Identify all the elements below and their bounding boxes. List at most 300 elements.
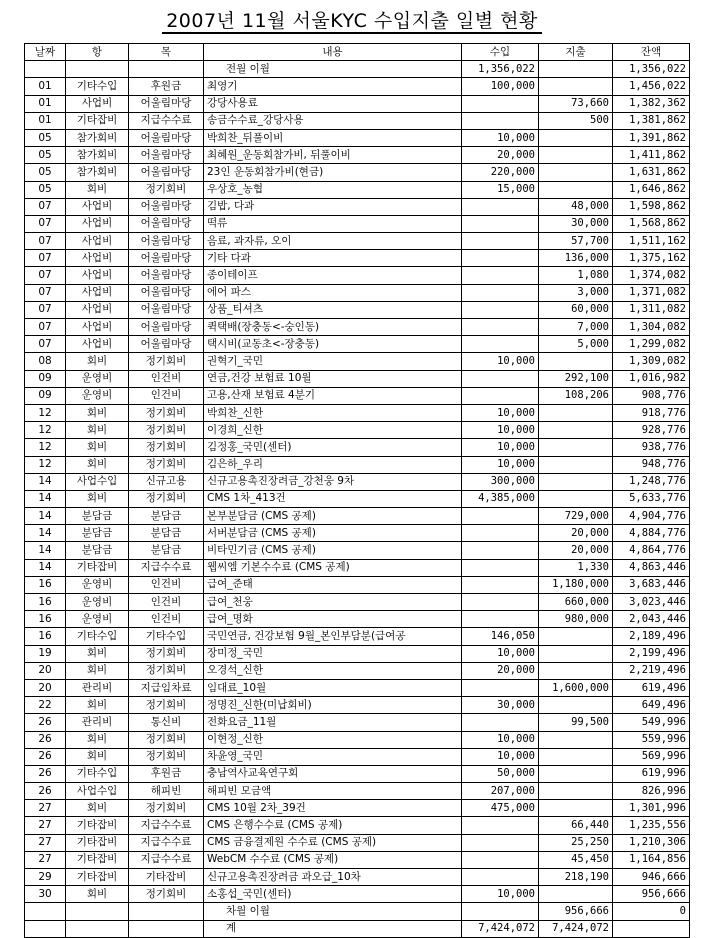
header-date: 날짜 — [25, 44, 66, 61]
cell-item: 어울림마당 — [129, 215, 204, 232]
cell-description: 퀵택배(장충동<-숭인동) — [204, 319, 462, 336]
table-row — [25, 679, 690, 696]
cell-income: 10,000 — [462, 353, 539, 370]
cell-balance: 938,776 — [613, 439, 690, 456]
table-row — [25, 542, 690, 559]
cell-income — [462, 508, 539, 525]
cell-expense — [539, 731, 613, 748]
cell-income — [462, 215, 539, 232]
cell-income: 10,000 — [462, 456, 539, 473]
cell-balance: 0 — [613, 903, 690, 920]
cell-date: 07 — [25, 284, 66, 301]
cell-expense — [539, 78, 613, 95]
cell-expense: 48,000 — [539, 198, 613, 215]
cell-income — [462, 851, 539, 868]
cell-income: 100,000 — [462, 78, 539, 95]
cell-date: 22 — [25, 697, 66, 714]
cell-item: 지급수수료 — [129, 817, 204, 834]
cell-balance: 559,996 — [613, 731, 690, 748]
cell-balance: 5,633,776 — [613, 490, 690, 507]
cell-balance: 1,374,082 — [613, 267, 690, 284]
table-row — [25, 267, 690, 284]
cell-date: 16 — [25, 628, 66, 645]
cell-description: 해피빈 모금액 — [204, 783, 462, 800]
cell-expense — [539, 439, 613, 456]
table-row — [25, 164, 690, 181]
cell-balance: 946,666 — [613, 869, 690, 886]
cell-date: 26 — [25, 748, 66, 765]
cell-expense — [539, 645, 613, 662]
cell-category: 운영비 — [66, 387, 129, 404]
cell-income: 30,000 — [462, 697, 539, 714]
table-row — [25, 147, 690, 164]
cell-balance: 1,235,556 — [613, 817, 690, 834]
cell-item: 정기회비 — [129, 456, 204, 473]
cell-item: 어울림마당 — [129, 284, 204, 301]
cell-date: 30 — [25, 886, 66, 903]
cell-category: 사업비 — [66, 233, 129, 250]
cell-item: 정기회비 — [129, 748, 204, 765]
table-row — [25, 78, 690, 95]
table-row — [25, 404, 690, 421]
cell-category: 기타잡비 — [66, 112, 129, 129]
cell-date — [25, 920, 66, 937]
cell-income — [462, 301, 539, 318]
cell-category: 기타수입 — [66, 78, 129, 95]
cell-item: 지급수수료 — [129, 834, 204, 851]
cell-date: 26 — [25, 731, 66, 748]
cell-description: 김정홍_국민(센터) — [204, 439, 462, 456]
cell-expense: 3,000 — [539, 284, 613, 301]
cell-expense — [539, 662, 613, 679]
cell-balance: 956,666 — [613, 886, 690, 903]
cell-item: 지급수수료 — [129, 112, 204, 129]
cell-item: 신규고용 — [129, 473, 204, 490]
table-row — [25, 869, 690, 886]
cell-date: 12 — [25, 404, 66, 421]
cell-expense: 66,440 — [539, 817, 613, 834]
table-row — [25, 387, 690, 404]
table-row — [25, 284, 690, 301]
cell-date: 27 — [25, 817, 66, 834]
cell-expense: 136,000 — [539, 250, 613, 267]
cell-expense: 60,000 — [539, 301, 613, 318]
cell-balance: 1,511,162 — [613, 233, 690, 250]
cell-income — [462, 112, 539, 129]
cell-category: 기타잡비 — [66, 559, 129, 576]
cell-income: 10,000 — [462, 645, 539, 662]
cell-description: 계 — [204, 920, 462, 937]
cell-expense — [539, 61, 613, 78]
cell-date: 09 — [25, 387, 66, 404]
cell-description: 차윤영_국민 — [204, 748, 462, 765]
cell-description: 송금수수료_강당사용 — [204, 112, 462, 129]
cell-income — [462, 679, 539, 696]
table-row — [25, 697, 690, 714]
cell-expense — [539, 886, 613, 903]
table-row — [25, 319, 690, 336]
cell-income — [462, 594, 539, 611]
cell-item: 정기회비 — [129, 886, 204, 903]
cell-item: 어울림마당 — [129, 267, 204, 284]
cell-date: 07 — [25, 198, 66, 215]
cell-income — [462, 611, 539, 628]
cell-balance: 3,023,446 — [613, 594, 690, 611]
cell-balance: 1,311,082 — [613, 301, 690, 318]
cell-income: 20,000 — [462, 147, 539, 164]
cell-expense: 1,600,000 — [539, 679, 613, 696]
cell-balance: 549,996 — [613, 714, 690, 731]
cell-category: 기타잡비 — [66, 817, 129, 834]
cell-date: 05 — [25, 181, 66, 198]
cell-income — [462, 336, 539, 353]
header-balance: 잔액 — [613, 44, 690, 61]
cell-item: 어울림마당 — [129, 319, 204, 336]
cell-description: 소홍섭_국민(센터) — [204, 886, 462, 903]
cell-balance: 1,301,996 — [613, 800, 690, 817]
cell-category: 회비 — [66, 800, 129, 817]
cell-item: 인건비 — [129, 576, 204, 593]
cell-category: 관리비 — [66, 679, 129, 696]
cell-expense — [539, 353, 613, 370]
cell-date: 27 — [25, 834, 66, 851]
cell-date: 14 — [25, 508, 66, 525]
cell-income: 220,000 — [462, 164, 539, 181]
cell-item: 정기회비 — [129, 404, 204, 421]
cell-description: 고용,산재 보험료 4분기 — [204, 387, 462, 404]
cell-item: 어울림마당 — [129, 233, 204, 250]
cell-item: 정기회비 — [129, 662, 204, 679]
cell-income: 10,000 — [462, 404, 539, 421]
cell-income: 20,000 — [462, 662, 539, 679]
cell-income — [462, 387, 539, 404]
cell-item: 어울림마당 — [129, 95, 204, 112]
cell-income — [462, 576, 539, 593]
cell-date: 12 — [25, 422, 66, 439]
cell-balance: 826,996 — [613, 783, 690, 800]
cell-income — [462, 834, 539, 851]
cell-income: 207,000 — [462, 783, 539, 800]
table-row — [25, 886, 690, 903]
cell-balance: 4,863,446 — [613, 559, 690, 576]
cell-item: 인건비 — [129, 387, 204, 404]
cell-item: 지급수수료 — [129, 851, 204, 868]
cell-balance: 649,496 — [613, 697, 690, 714]
cell-category: 회비 — [66, 422, 129, 439]
cell-date: 14 — [25, 490, 66, 507]
cell-date: 27 — [25, 851, 66, 868]
table-row — [25, 422, 690, 439]
cell-item: 어울림마당 — [129, 198, 204, 215]
cell-category: 회비 — [66, 181, 129, 198]
cell-balance: 1,164,856 — [613, 851, 690, 868]
cell-balance: 4,884,776 — [613, 525, 690, 542]
cell-expense — [539, 490, 613, 507]
table-row — [25, 714, 690, 731]
cell-description: 떡류 — [204, 215, 462, 232]
table-row — [25, 783, 690, 800]
table-row — [25, 817, 690, 834]
cell-date: 07 — [25, 250, 66, 267]
cell-item: 후원금 — [129, 78, 204, 95]
cell-item — [129, 920, 204, 937]
header-expense: 지출 — [539, 44, 613, 61]
cell-category: 사업비 — [66, 250, 129, 267]
cell-date: 01 — [25, 78, 66, 95]
cell-description: 종이테이프 — [204, 267, 462, 284]
cell-category: 참가회비 — [66, 129, 129, 146]
cell-balance: 1,456,022 — [613, 78, 690, 95]
cell-description: 신규고용촉진장려금_강천웅 9차 — [204, 473, 462, 490]
cell-category: 회비 — [66, 404, 129, 421]
cell-description: 임대료_10월 — [204, 679, 462, 696]
cell-description: 전화요금_11월 — [204, 714, 462, 731]
cell-balance: 1,304,082 — [613, 319, 690, 336]
cell-item: 해피빈 — [129, 783, 204, 800]
cell-description: 김은하_우리 — [204, 456, 462, 473]
header-item: 목 — [129, 44, 204, 61]
cell-description: 이경희_신한 — [204, 422, 462, 439]
cell-item: 지급임차료 — [129, 679, 204, 696]
table-row — [25, 215, 690, 232]
cell-date: 07 — [25, 233, 66, 250]
cell-description: 권혁기_국민 — [204, 353, 462, 370]
cell-expense — [539, 697, 613, 714]
table-row — [25, 353, 690, 370]
cell-category: 사업비 — [66, 319, 129, 336]
cell-item: 어울림마당 — [129, 147, 204, 164]
cell-description: 최혜원_운동회참가비, 뒤풀이비 — [204, 147, 462, 164]
cell-description: CMS 금융결제원 수수료 (CMS 공제) — [204, 834, 462, 851]
cell-item: 정기회비 — [129, 731, 204, 748]
cell-category: 회비 — [66, 697, 129, 714]
table-row — [25, 645, 690, 662]
cell-description: 이현정_신한 — [204, 731, 462, 748]
cell-income — [462, 525, 539, 542]
cell-balance: 1,598,862 — [613, 198, 690, 215]
table-row — [25, 112, 690, 129]
cell-category: 사업비 — [66, 336, 129, 353]
cell-expense: 99,500 — [539, 714, 613, 731]
cell-balance: 1,381,862 — [613, 112, 690, 129]
cell-date: 07 — [25, 336, 66, 353]
cell-income: 10,000 — [462, 748, 539, 765]
cell-expense — [539, 147, 613, 164]
cell-date: 14 — [25, 525, 66, 542]
cell-description: CMS 은행수수료 (CMS 공제) — [204, 817, 462, 834]
cell-date: 14 — [25, 542, 66, 559]
cell-category: 운영비 — [66, 594, 129, 611]
cell-category: 기타수입 — [66, 628, 129, 645]
cell-expense: 108,206 — [539, 387, 613, 404]
cell-balance: 1,299,082 — [613, 336, 690, 353]
cell-balance: 908,776 — [613, 387, 690, 404]
cell-description: 서버분담금 (CMS 공제) — [204, 525, 462, 542]
cell-date: 20 — [25, 662, 66, 679]
cell-expense — [539, 628, 613, 645]
cell-balance: 569,996 — [613, 748, 690, 765]
cell-balance: 1,568,862 — [613, 215, 690, 232]
cell-expense — [539, 404, 613, 421]
cell-income — [462, 284, 539, 301]
cell-expense: 1,330 — [539, 559, 613, 576]
cell-income: 15,000 — [462, 181, 539, 198]
cell-item: 기타잡비 — [129, 869, 204, 886]
cell-expense: 45,450 — [539, 851, 613, 868]
cell-item: 후원금 — [129, 765, 204, 782]
cell-description: CMS 1차_413건 — [204, 490, 462, 507]
cell-item: 기타수입 — [129, 628, 204, 645]
cell-description: 급여_천웅 — [204, 594, 462, 611]
cell-balance: 4,904,776 — [613, 508, 690, 525]
cell-date: 07 — [25, 301, 66, 318]
cell-balance: 948,776 — [613, 456, 690, 473]
cell-income — [462, 233, 539, 250]
cell-item: 어울림마당 — [129, 129, 204, 146]
cell-expense — [539, 456, 613, 473]
cell-category: 회비 — [66, 886, 129, 903]
table-row — [25, 61, 690, 78]
cell-balance: 2,043,446 — [613, 611, 690, 628]
cell-date: 16 — [25, 611, 66, 628]
cell-income: 146,050 — [462, 628, 539, 645]
header-category: 항 — [66, 44, 129, 61]
cell-description: 김밥, 다과 — [204, 198, 462, 215]
cell-description: 택시비(교동초<-장충동) — [204, 336, 462, 353]
cell-date: 07 — [25, 267, 66, 284]
cell-category — [66, 61, 129, 78]
cell-description: 우상호_농협 — [204, 181, 462, 198]
cell-category: 참가회비 — [66, 147, 129, 164]
cell-balance: 2,199,496 — [613, 645, 690, 662]
cell-category: 운영비 — [66, 611, 129, 628]
cell-balance: 1,646,862 — [613, 181, 690, 198]
cell-expense: 20,000 — [539, 542, 613, 559]
table-row — [25, 95, 690, 112]
table-row — [25, 456, 690, 473]
cell-expense: 30,000 — [539, 215, 613, 232]
cell-date: 26 — [25, 783, 66, 800]
cell-description: 박희찬_신한 — [204, 404, 462, 421]
cell-item: 인건비 — [129, 611, 204, 628]
cell-item: 어울림마당 — [129, 301, 204, 318]
cell-expense: 73,660 — [539, 95, 613, 112]
cell-description: 강당사용료 — [204, 95, 462, 112]
cell-item: 어울림마당 — [129, 164, 204, 181]
cell-item: 정기회비 — [129, 439, 204, 456]
cell-category: 사업비 — [66, 267, 129, 284]
header-description: 내용 — [204, 44, 462, 61]
cell-balance: 1,411,862 — [613, 147, 690, 164]
cell-item: 어울림마당 — [129, 336, 204, 353]
cell-item: 분담금 — [129, 508, 204, 525]
cell-description: 급여_준태 — [204, 576, 462, 593]
table-row — [25, 903, 690, 920]
cell-date: 20 — [25, 679, 66, 696]
cell-item: 정기회비 — [129, 353, 204, 370]
cell-item: 정기회비 — [129, 645, 204, 662]
cell-expense: 500 — [539, 112, 613, 129]
table-row — [25, 301, 690, 318]
cell-date: 07 — [25, 215, 66, 232]
cell-item: 어울림마당 — [129, 250, 204, 267]
cell-expense: 218,190 — [539, 869, 613, 886]
cell-balance: 4,864,776 — [613, 542, 690, 559]
cell-balance: 1,248,776 — [613, 473, 690, 490]
cell-category: 분담금 — [66, 508, 129, 525]
table-row — [25, 490, 690, 507]
cell-expense — [539, 422, 613, 439]
table-row — [25, 439, 690, 456]
cell-balance: 1,371,082 — [613, 284, 690, 301]
cell-category: 운영비 — [66, 576, 129, 593]
cell-date: 09 — [25, 370, 66, 387]
cell-expense: 1,080 — [539, 267, 613, 284]
table-row — [25, 473, 690, 490]
cell-date: 05 — [25, 164, 66, 181]
table-row — [25, 662, 690, 679]
cell-expense: 292,100 — [539, 370, 613, 387]
cell-description: 에어 파스 — [204, 284, 462, 301]
cell-category: 사업비 — [66, 198, 129, 215]
cell-income: 1,356,022 — [462, 61, 539, 78]
cell-date: 26 — [25, 765, 66, 782]
cell-income — [462, 319, 539, 336]
cell-expense — [539, 129, 613, 146]
cell-date: 01 — [25, 112, 66, 129]
cell-item: 인건비 — [129, 370, 204, 387]
header-row — [25, 44, 690, 61]
table-row — [25, 920, 690, 937]
cell-item: 정기회비 — [129, 697, 204, 714]
cell-income: 10,000 — [462, 731, 539, 748]
cell-description: WebCM 수수료 (CMS 공제) — [204, 851, 462, 868]
table-row — [25, 628, 690, 645]
cell-item: 지급수수료 — [129, 559, 204, 576]
cell-balance: 1,631,862 — [613, 164, 690, 181]
cell-category: 사업비 — [66, 95, 129, 112]
cell-income — [462, 903, 539, 920]
cell-income: 10,000 — [462, 129, 539, 146]
cell-item: 분담금 — [129, 525, 204, 542]
cell-category: 회비 — [66, 748, 129, 765]
cell-description: 연금,건강 보험료 10월 — [204, 370, 462, 387]
table-row — [25, 765, 690, 782]
table-row — [25, 525, 690, 542]
cell-expense — [539, 164, 613, 181]
cell-expense — [539, 800, 613, 817]
cell-description: 차월 이월 — [204, 903, 462, 920]
cell-expense: 7,424,072 — [539, 920, 613, 937]
cell-income — [462, 95, 539, 112]
cell-category: 기타수입 — [66, 765, 129, 782]
cell-date: 27 — [25, 800, 66, 817]
cell-category: 회비 — [66, 645, 129, 662]
cell-category: 관리비 — [66, 714, 129, 731]
cell-description: CMS 10월 2차_39건 — [204, 800, 462, 817]
cell-income — [462, 869, 539, 886]
cell-category: 사업비 — [66, 301, 129, 318]
cell-expense: 57,700 — [539, 233, 613, 250]
cell-date: 12 — [25, 456, 66, 473]
cell-expense: 5,000 — [539, 336, 613, 353]
cell-description: 박희찬_뒤풀이비 — [204, 129, 462, 146]
cell-date: 26 — [25, 714, 66, 731]
cell-item: 정기회비 — [129, 181, 204, 198]
cell-income — [462, 542, 539, 559]
header-income: 수입 — [462, 44, 539, 61]
cell-category: 회비 — [66, 353, 129, 370]
